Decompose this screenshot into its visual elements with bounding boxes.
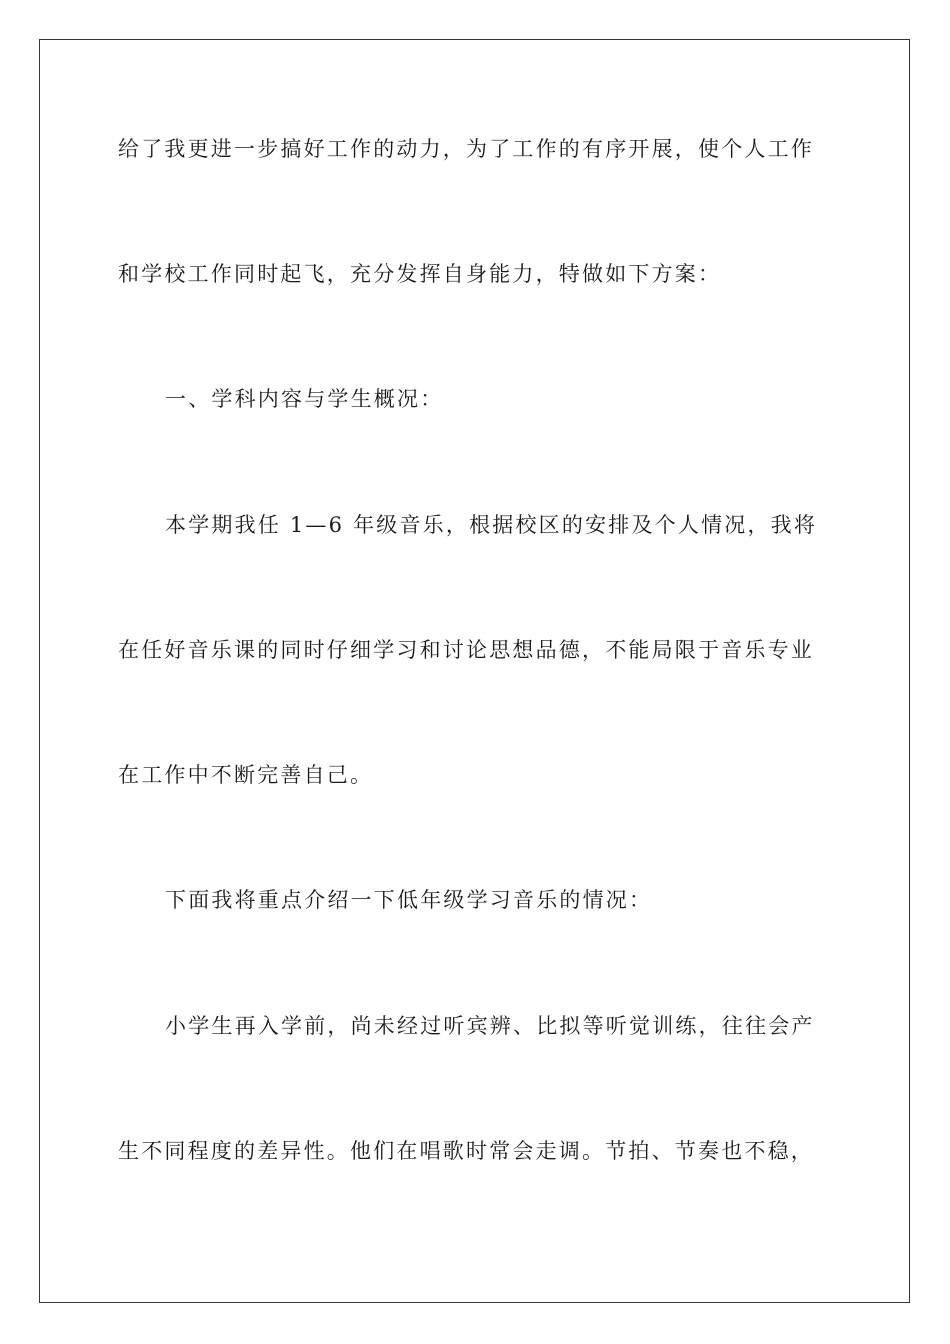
text-line: 小学生再入学前，尚未经过听宾辨、比拟等听觉训练，往往会产 (165, 1014, 815, 1038)
text-line: 下面我将重点介绍一下低年级学习音乐的情况： (165, 888, 653, 912)
text-line: 给了我更进一步搞好工作的动力，为了工作的有序开展，使个人工作 (118, 137, 814, 161)
text-line: 本学期我任 1—6 年级音乐，根据校区的安排及个人情况，我将 (165, 513, 818, 537)
text-line: 生不同程度的差异性。他们在唱歌时常会走调。节拍、节奏也不稳， (118, 1139, 814, 1163)
text-line: 在工作中不断完善自己。 (118, 763, 374, 787)
section-heading: 一、学科内容与学生概况： (165, 387, 444, 411)
page-border (39, 39, 910, 1303)
text-line: 和学校工作同时起飞，充分发挥自身能力，特做如下方案： (118, 262, 722, 286)
text-line: 在任好音乐课的同时仔细学习和讨论思想品德，不能局限于音乐专业 (118, 638, 814, 662)
